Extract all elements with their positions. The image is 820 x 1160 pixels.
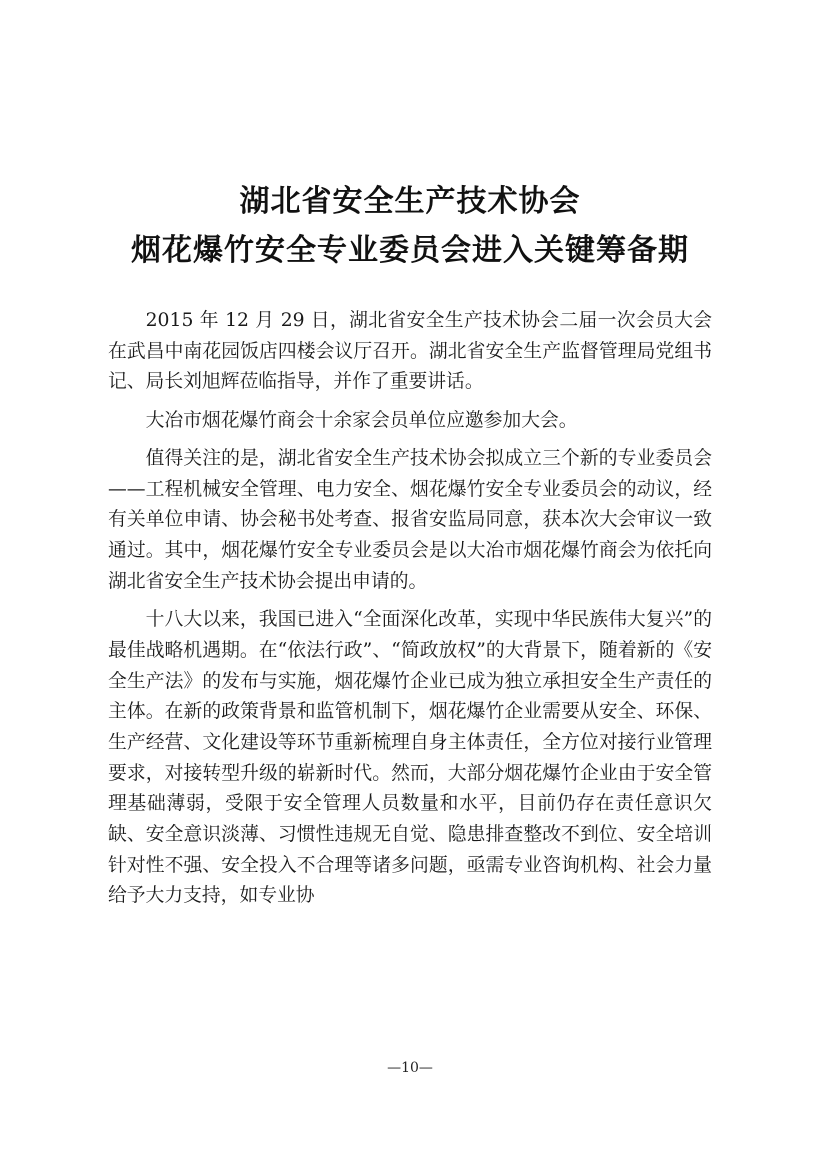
paragraph: 2015 年 12 月 29 日，湖北省安全生产技术协会二届一次会员大会在武昌中南花园饭店四楼会议厅召开。湖北省安全生产监督管理局党组书记、局长刘旭辉莅临指导，并作了重要讲话。 [108, 310, 712, 393]
paragraph: 值得关注的是，湖北省安全生产技术协会拟成立三个新的专业委员会——工程机械安全管理、电力安全、烟花爆竹安全专业委员会的动议，经有关单位申请、协会秘书处考查、报省安监局同意，获本次大会审议一致通过。其中，烟花爆竹安全专业委员会是以大冶市烟花爆竹商会为依托向湖北省安全生产技术协会提出申请的。 [108, 448, 712, 592]
document-body [108, 306, 712, 920]
page-number: —10— [387, 1060, 433, 1076]
document-title-line2: 烟花爆竹安全专业委员会进入关键筹备期 [131, 233, 689, 268]
paragraph: 十八大以来，我国已进入“全面深化改革，实现中华民族伟大复兴”的最佳战略机遇期。在“依法行政”、“简政放权”的大背景下，随着新的《安全生产法》的发布与实施，烟花爆竹企业已成为独立承担安全生产责任的主体。在新的政策背景和监管机制下，烟花爆竹企业需要从安全、环保、生产经营、文化建设等环节重新梳理自身主体责任，全方位对接行业管理要求，对接转型升级的崭新时代。然而，大部分烟花爆竹企业由于安全管理基础薄弱，受限于安全管理人员数量和水平，目前仍存在责任意识欠缺、安全意识淡薄、习惯性违规无自觉、隐患排查整改不到位、安全培训针对性不强、安全投入不合理等诸多问题，亟需专业咨询机构、社会力量给予大力支持，如专业协 [108, 609, 712, 907]
document-title-line1: 湖北省安全生产技术协会 [239, 184, 581, 219]
paragraph: 大冶市烟花爆竹商会十余家会员单位应邀参加大会。 [145, 409, 578, 431]
